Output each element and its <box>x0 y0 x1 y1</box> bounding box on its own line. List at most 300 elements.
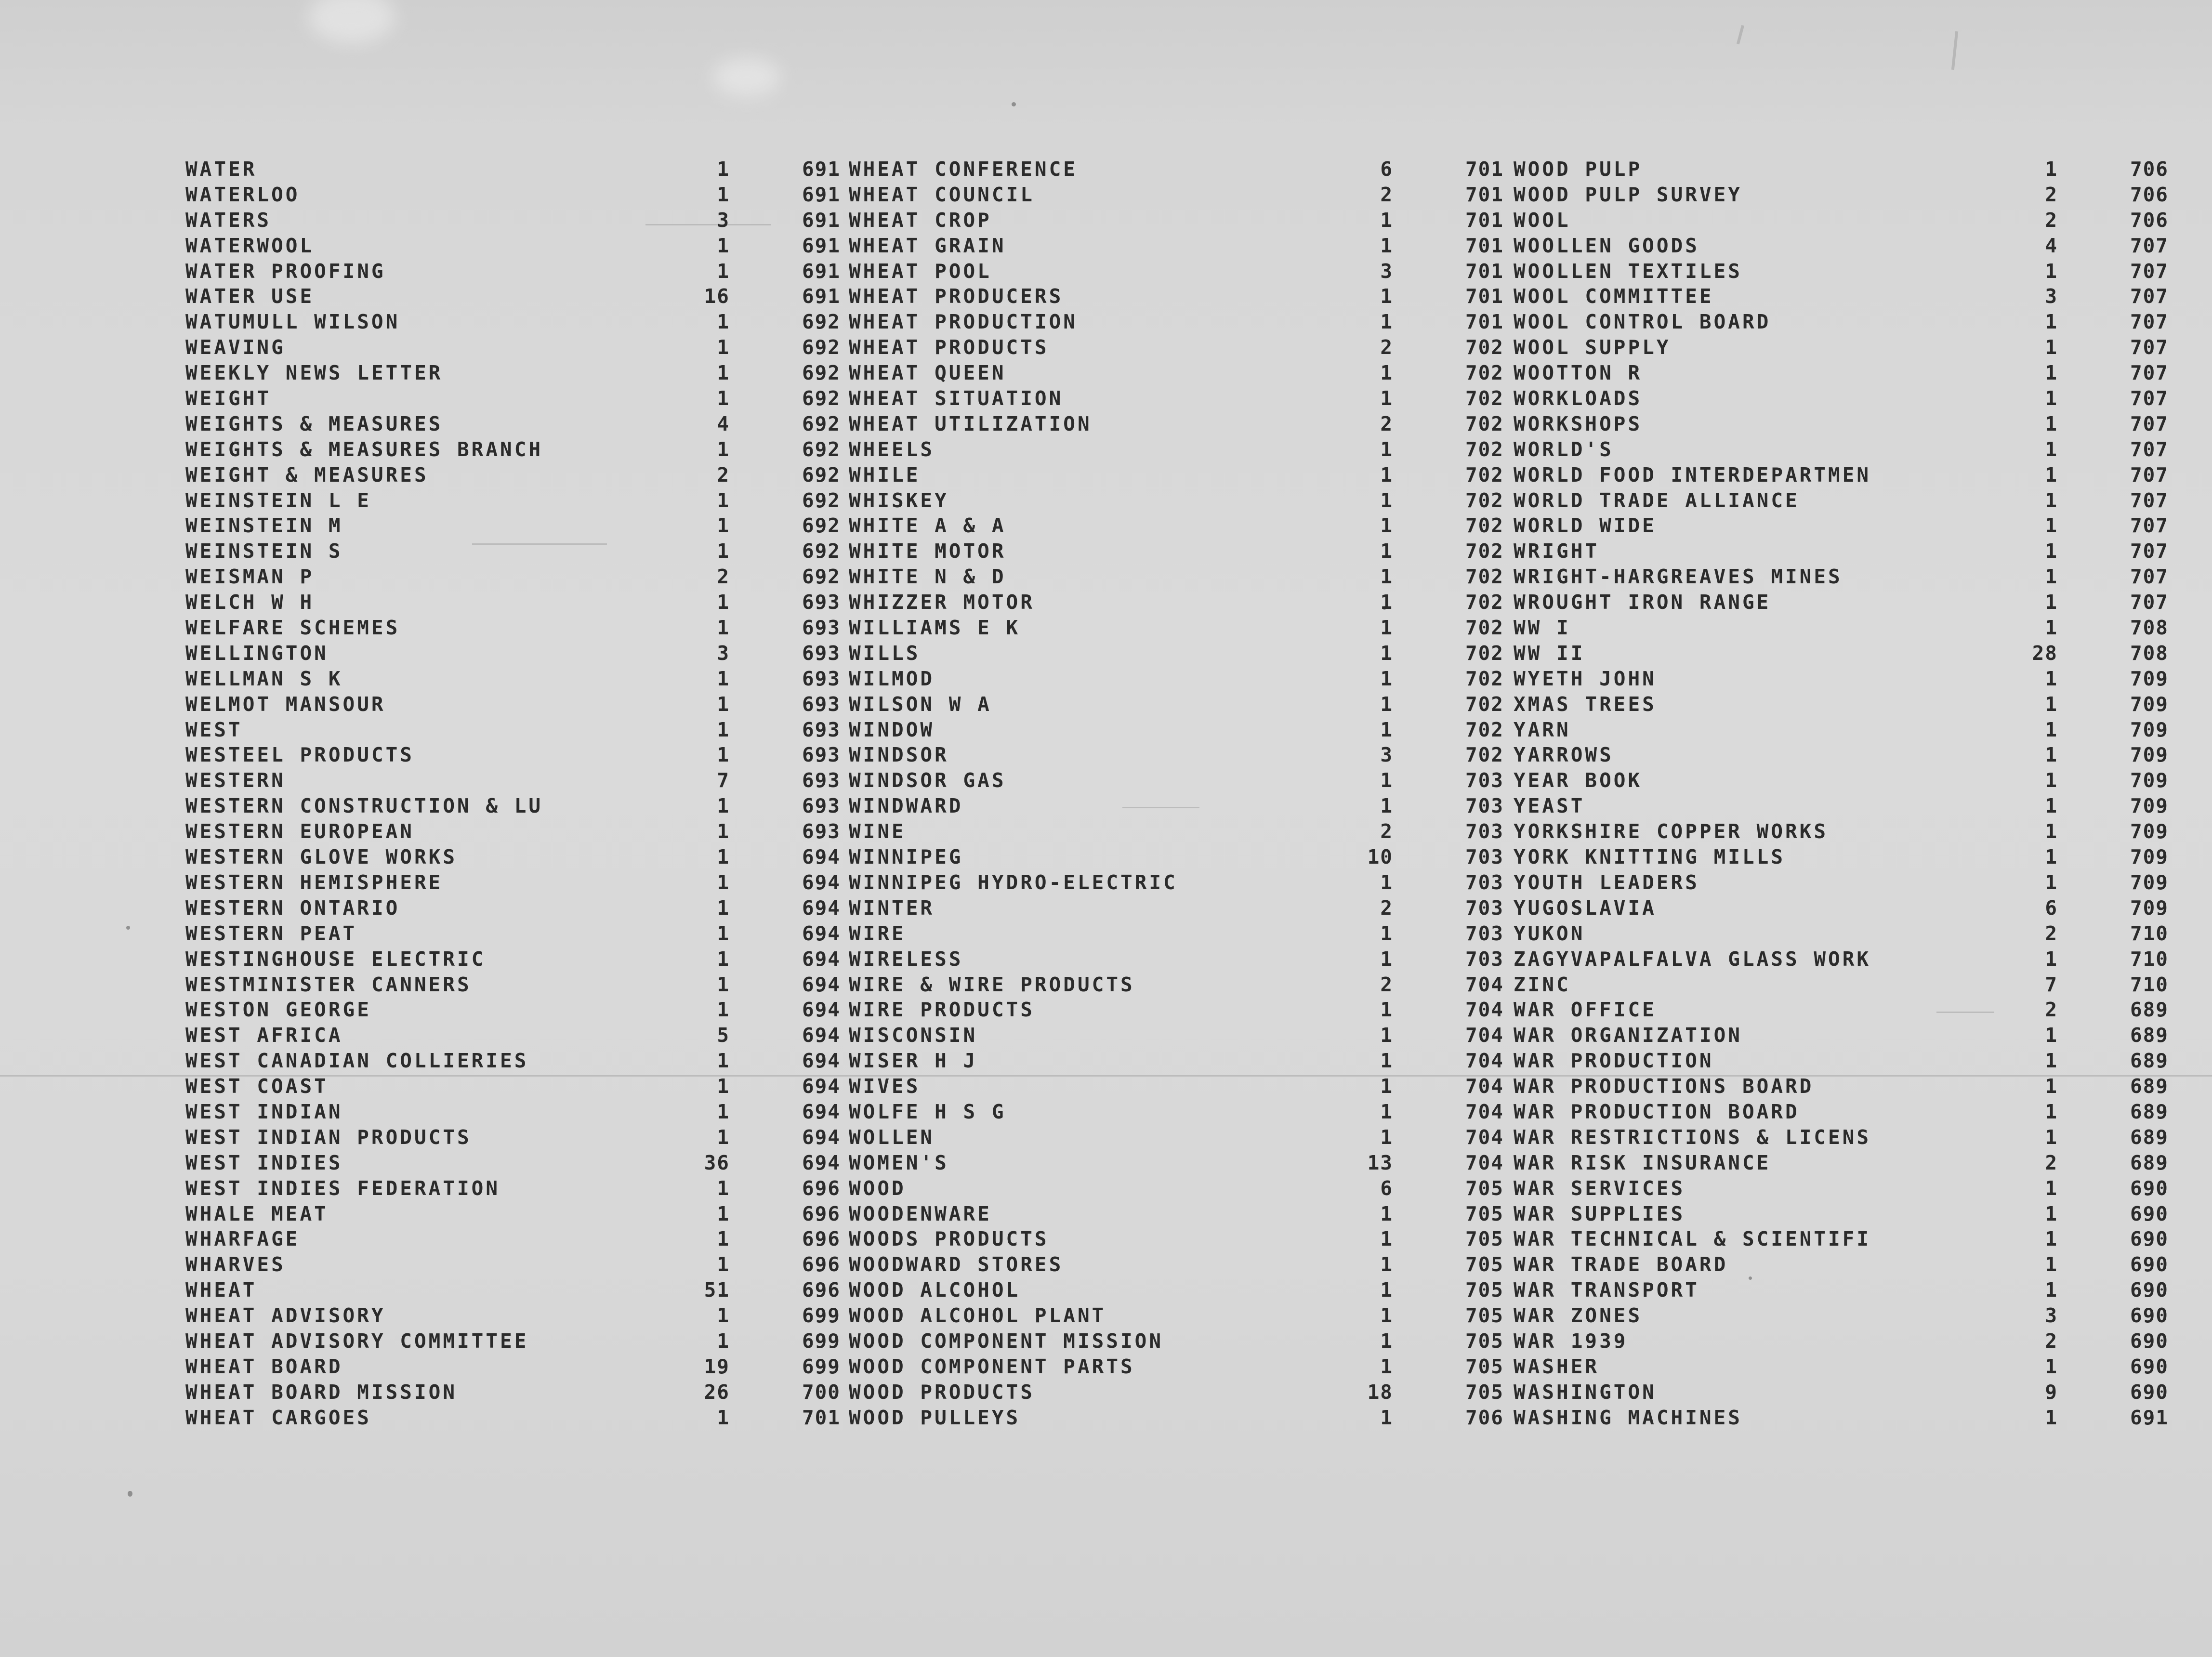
index-page: 707 <box>2130 412 2169 435</box>
index-entry <box>185 539 841 564</box>
index-page: 705 <box>1465 1253 1504 1276</box>
index-entry <box>1514 513 2169 539</box>
index-count: 1 <box>717 998 730 1022</box>
index-term: WW I <box>1514 616 1571 640</box>
index-page: 704 <box>1465 973 1504 996</box>
index-count: 1 <box>1380 591 1393 614</box>
index-term: WORLD TRADE ALLIANCE <box>1514 488 1800 512</box>
index-count: 1 <box>717 743 730 767</box>
index-term: WEINSTEIN S <box>185 539 343 563</box>
index-term: WHEAT UTILIZATION <box>849 412 1092 435</box>
index-page: 690 <box>2130 1329 2169 1353</box>
index-entry <box>849 564 1504 590</box>
index-page: 693 <box>802 743 841 767</box>
index-count: 18 <box>1367 1380 1393 1404</box>
index-term: WASHINGTON <box>1514 1380 1657 1404</box>
index-count: 1 <box>717 692 730 716</box>
index-page: 694 <box>802 1125 841 1149</box>
index-page: 702 <box>1465 539 1504 563</box>
index-term: WESTERN PEAT <box>185 921 357 945</box>
index-term: WHEAT CARGOES <box>185 1406 371 1429</box>
index-entry <box>185 1125 841 1150</box>
index-term: WORLD FOOD INTERDEPARTMEN <box>1514 463 1871 487</box>
index-entry <box>1514 844 2169 870</box>
index-entry <box>1514 386 2169 411</box>
index-entry <box>849 947 1504 972</box>
index-count: 19 <box>704 1355 730 1378</box>
index-entry <box>1514 947 2169 972</box>
index-entry <box>849 972 1504 998</box>
index-term: WELFARE SCHEMES <box>185 616 400 640</box>
index-entry <box>185 1277 841 1303</box>
index-count: 1 <box>717 488 730 512</box>
index-term: WATERWOOL <box>185 234 315 257</box>
index-term: WHEAT PRODUCTS <box>849 336 1049 359</box>
index-term: WHITE N & D <box>849 565 1006 589</box>
index-term: WHEAT ADVISORY <box>185 1304 386 1328</box>
index-page: 694 <box>802 1075 841 1098</box>
index-page: 709 <box>2130 845 2169 869</box>
index-term: WOLLEN <box>849 1125 935 1149</box>
index-count: 1 <box>2045 870 2058 894</box>
index-entry <box>1514 284 2169 309</box>
index-term: WOODWARD STORES <box>849 1253 1064 1276</box>
index-page: 693 <box>802 641 841 665</box>
index-entry <box>1514 793 2169 819</box>
index-term: WINE <box>849 820 906 843</box>
index-count: 1 <box>1380 285 1393 308</box>
index-term: WHEAT GRAIN <box>849 234 1006 257</box>
index-count: 1 <box>2045 1049 2058 1073</box>
index-page: 707 <box>2130 361 2169 385</box>
index-term: WOOD PULP SURVEY <box>1514 183 1742 206</box>
index-entry <box>849 233 1504 259</box>
index-term: WILLS <box>849 641 921 665</box>
index-page: 692 <box>802 463 841 487</box>
index-count: 1 <box>1380 998 1393 1022</box>
index-count: 1 <box>2045 539 2058 563</box>
index-page: 694 <box>802 998 841 1022</box>
index-entry <box>849 1201 1504 1227</box>
index-entry <box>1514 1099 2169 1125</box>
index-term: WAR PRODUCTIONS BOARD <box>1514 1075 1814 1098</box>
index-term: WOOLLEN GOODS <box>1514 234 1699 257</box>
index-page: 703 <box>1465 845 1504 869</box>
index-page: 706 <box>2130 158 2169 181</box>
index-term: WIRE PRODUCTS <box>849 998 1035 1022</box>
index-page: 702 <box>1465 565 1504 589</box>
index-count: 1 <box>2045 667 2058 690</box>
index-count: 1 <box>717 361 730 385</box>
index-count: 1 <box>1380 692 1393 716</box>
index-term: WAR PRODUCTION <box>1514 1049 1714 1073</box>
index-term: WINDSOR GAS <box>849 769 1006 792</box>
index-entry <box>849 259 1504 284</box>
index-count: 1 <box>1380 1125 1393 1149</box>
index-entry <box>849 590 1504 615</box>
index-entry <box>849 1176 1504 1201</box>
index-entry <box>849 284 1504 309</box>
index-count: 16 <box>704 285 730 308</box>
index-page: 694 <box>802 1049 841 1073</box>
index-entry <box>185 972 841 998</box>
index-page: 703 <box>1465 769 1504 792</box>
index-page: 702 <box>1465 692 1504 716</box>
index-count: 1 <box>1380 616 1393 640</box>
index-page: 693 <box>802 820 841 843</box>
index-term: WEINSTEIN M <box>185 514 343 538</box>
index-count: 1 <box>1380 641 1393 665</box>
index-entry <box>849 1328 1504 1354</box>
film-scratch <box>1737 25 1744 44</box>
index-term: WEEKLY NEWS LETTER <box>185 361 443 385</box>
index-entry <box>849 208 1504 233</box>
index-count: 1 <box>1380 1355 1393 1378</box>
index-term: WILLIAMS E K <box>849 616 1021 640</box>
index-count: 2 <box>2045 1151 2058 1174</box>
index-page: 705 <box>1465 1304 1504 1328</box>
index-entry <box>849 1125 1504 1150</box>
index-page: 702 <box>1465 718 1504 741</box>
index-count: 1 <box>1380 565 1393 589</box>
index-term: WEST COAST <box>185 1075 329 1098</box>
index-entry <box>185 641 841 666</box>
index-page: 702 <box>1465 412 1504 435</box>
index-page: 690 <box>2130 1253 2169 1276</box>
index-count: 1 <box>717 310 730 334</box>
index-count: 1 <box>2045 820 2058 843</box>
index-term: WIRELESS <box>849 947 963 971</box>
index-entry <box>849 844 1504 870</box>
index-entry <box>849 386 1504 411</box>
index-term: WHEAT QUEEN <box>849 361 1006 385</box>
index-term: WASHER <box>1514 1355 1600 1378</box>
dust-speck <box>126 926 130 930</box>
index-count: 1 <box>1380 1278 1393 1302</box>
index-term: WYETH JOHN <box>1514 667 1657 690</box>
index-page: 692 <box>802 387 841 410</box>
index-term: ZINC <box>1514 973 1571 996</box>
index-entry <box>185 1048 841 1074</box>
index-page: 699 <box>802 1304 841 1328</box>
index-page: 702 <box>1465 616 1504 640</box>
index-entry <box>1514 921 2169 947</box>
index-entry <box>185 411 841 437</box>
index-term: WINDWARD <box>849 794 963 818</box>
index-count: 1 <box>1380 921 1393 945</box>
index-entry <box>185 717 841 743</box>
index-page: 689 <box>2130 998 2169 1022</box>
index-count: 1 <box>717 1049 730 1073</box>
index-count: 1 <box>2045 692 2058 716</box>
index-page: 694 <box>802 973 841 996</box>
index-entry <box>849 793 1504 819</box>
index-entry <box>185 284 841 309</box>
index-page: 702 <box>1465 361 1504 385</box>
index-entry <box>849 157 1504 182</box>
film-blemish <box>308 0 395 43</box>
index-term: WOODENWARE <box>849 1202 992 1225</box>
index-term: WAR ZONES <box>1514 1304 1643 1328</box>
index-entry <box>849 309 1504 335</box>
index-term: WEST INDIES <box>185 1151 343 1174</box>
index-count: 1 <box>1380 1329 1393 1353</box>
index-entry <box>1514 717 2169 743</box>
index-term: WINNIPEG <box>849 845 963 869</box>
index-term: WISER H J <box>849 1049 978 1073</box>
index-entry <box>185 1252 841 1277</box>
index-entry <box>185 921 841 947</box>
index-page: 702 <box>1465 336 1504 359</box>
index-page: 694 <box>802 947 841 971</box>
index-count: 1 <box>717 947 730 971</box>
index-count: 2 <box>1380 336 1393 359</box>
index-term: WATERLOO <box>185 183 300 206</box>
index-entry <box>849 1150 1504 1176</box>
index-entry <box>185 1074 841 1099</box>
index-entry <box>1514 564 2169 590</box>
index-entry <box>849 182 1504 208</box>
index-count: 1 <box>717 1329 730 1353</box>
index-entry <box>849 895 1504 921</box>
index-term: WIRE & WIRE PRODUCTS <box>849 973 1135 996</box>
index-page: 703 <box>1465 947 1504 971</box>
index-page: 701 <box>1465 158 1504 181</box>
index-page: 692 <box>802 412 841 435</box>
index-term: WOOD ALCOHOL <box>849 1278 1021 1302</box>
index-count: 1 <box>2045 361 2058 385</box>
index-page: 705 <box>1465 1355 1504 1378</box>
index-entry <box>849 819 1504 844</box>
index-page: 689 <box>2130 1024 2169 1047</box>
index-page: 707 <box>2130 336 2169 359</box>
index-count: 4 <box>717 412 730 435</box>
index-count: 1 <box>2045 1024 2058 1047</box>
index-term: WILMOD <box>849 667 935 690</box>
index-page: 709 <box>2130 794 2169 818</box>
index-page: 690 <box>2130 1304 2169 1328</box>
index-term: ZAGYVAPALFALVA GLASS WORK <box>1514 947 1871 971</box>
index-count: 2 <box>2045 208 2058 232</box>
index-count: 1 <box>1380 1049 1393 1073</box>
index-page: 706 <box>2130 208 2169 232</box>
index-entry <box>849 1048 1504 1074</box>
index-page: 702 <box>1465 743 1504 767</box>
index-page: 692 <box>802 565 841 589</box>
index-term: WHILE <box>849 463 921 487</box>
index-count: 1 <box>2045 1253 2058 1276</box>
index-page: 693 <box>802 718 841 741</box>
index-page: 710 <box>2130 973 2169 996</box>
index-term: WHEAT BOARD <box>185 1355 343 1378</box>
index-entry <box>849 1226 1504 1252</box>
index-entry <box>849 488 1504 513</box>
index-term: WHEAT ADVISORY COMMITTEE <box>185 1329 529 1353</box>
index-page: 696 <box>802 1202 841 1225</box>
index-entry <box>849 1405 1504 1431</box>
index-page: 709 <box>2130 769 2169 792</box>
index-entry <box>185 157 841 182</box>
index-entry <box>185 1023 841 1048</box>
index-page: 709 <box>2130 896 2169 920</box>
index-term: WHEAT PRODUCTION <box>849 310 1078 334</box>
index-page: 702 <box>1465 514 1504 538</box>
index-page: 690 <box>2130 1227 2169 1251</box>
index-page: 689 <box>2130 1125 2169 1149</box>
index-page: 694 <box>802 1100 841 1123</box>
index-count: 2 <box>1380 896 1393 920</box>
index-entry <box>185 309 841 335</box>
index-term: WHEAT POOL <box>849 259 992 283</box>
index-count: 1 <box>1380 361 1393 385</box>
index-entry <box>849 539 1504 564</box>
index-term: WHISKEY <box>849 488 949 512</box>
index-term: WOOL CONTROL BOARD <box>1514 310 1771 334</box>
index-term: YARROWS <box>1514 743 1614 767</box>
index-term: WILSON W A <box>849 692 992 716</box>
index-count: 3 <box>717 641 730 665</box>
index-page: 690 <box>2130 1380 2169 1404</box>
index-page: 702 <box>1465 387 1504 410</box>
index-term: WOOL SUPPLY <box>1514 336 1671 359</box>
index-page: 702 <box>1465 667 1504 690</box>
index-entry <box>1514 1303 2169 1328</box>
index-term: WIVES <box>849 1075 921 1098</box>
index-term: WEST INDIAN PRODUCTS <box>185 1125 472 1149</box>
index-term: YEAST <box>1514 794 1585 818</box>
index-count: 2 <box>717 463 730 487</box>
index-term: WHITE A & A <box>849 514 1006 538</box>
index-term: WATER PROOFING <box>185 259 386 283</box>
index-entry <box>1514 768 2169 793</box>
index-term: WESTERN ONTARIO <box>185 896 400 920</box>
index-term: WEIGHT <box>185 387 272 410</box>
index-count: 2 <box>717 565 730 589</box>
index-page: 707 <box>2130 234 2169 257</box>
index-term: WEISMAN P <box>185 565 315 589</box>
index-term: YEAR BOOK <box>1514 769 1643 792</box>
index-count: 1 <box>1380 870 1393 894</box>
index-count: 1 <box>2045 488 2058 512</box>
index-page: 693 <box>802 667 841 690</box>
index-entry <box>849 1252 1504 1277</box>
index-count: 1 <box>1380 208 1393 232</box>
index-term: WOLFE H S G <box>849 1100 1006 1123</box>
index-term: WEIGHT & MEASURES <box>185 463 429 487</box>
index-count: 51 <box>704 1278 730 1302</box>
index-count: 3 <box>717 208 730 232</box>
index-term: WOOD ALCOHOL PLANT <box>849 1304 1106 1328</box>
index-entry <box>1514 411 2169 437</box>
index-term: XMAS TREES <box>1514 692 1657 716</box>
index-page: 701 <box>1465 234 1504 257</box>
index-count: 13 <box>1367 1151 1393 1174</box>
index-count: 1 <box>2045 514 2058 538</box>
index-page: 705 <box>1465 1227 1504 1251</box>
index-entry <box>1514 1176 2169 1201</box>
index-count: 1 <box>717 1100 730 1123</box>
index-page: 692 <box>802 514 841 538</box>
index-page: 691 <box>802 285 841 308</box>
index-term: WRIGHT <box>1514 539 1600 563</box>
index-count: 1 <box>717 870 730 894</box>
index-page: 704 <box>1465 1151 1504 1174</box>
index-term: WHEAT <box>185 1278 257 1302</box>
index-page: 689 <box>2130 1151 2169 1174</box>
index-page: 707 <box>2130 310 2169 334</box>
index-entry <box>185 615 841 641</box>
index-term: WATERS <box>185 208 272 232</box>
index-page: 702 <box>1465 437 1504 461</box>
index-entry <box>185 488 841 513</box>
index-term: YORK KNITTING MILLS <box>1514 845 1785 869</box>
index-count: 1 <box>2045 158 2058 181</box>
index-page: 706 <box>1465 1406 1504 1429</box>
index-entry <box>1514 895 2169 921</box>
index-count: 1 <box>1380 794 1393 818</box>
index-term: WAR ORGANIZATION <box>1514 1024 1742 1047</box>
index-entry <box>185 742 841 768</box>
index-count: 2 <box>1380 973 1393 996</box>
index-entry <box>849 768 1504 793</box>
index-term: WOOTTON R <box>1514 361 1643 385</box>
index-count: 6 <box>2045 896 2058 920</box>
index-count: 1 <box>1380 1227 1393 1251</box>
index-term: WAR 1939 <box>1514 1329 1628 1353</box>
index-term: YUGOSLAVIA <box>1514 896 1657 920</box>
index-entry <box>185 1176 841 1201</box>
index-entry <box>1514 157 2169 182</box>
index-page: 702 <box>1465 641 1504 665</box>
index-page: 705 <box>1465 1202 1504 1225</box>
index-page: 707 <box>2130 259 2169 283</box>
index-term: WESTEEL PRODUCTS <box>185 743 414 767</box>
index-page: 691 <box>802 158 841 181</box>
index-page: 707 <box>2130 514 2169 538</box>
index-count: 1 <box>717 1075 730 1098</box>
index-page: 694 <box>802 845 841 869</box>
index-column-3 <box>1514 157 2169 1431</box>
index-term: WEST CANADIAN COLLIERIES <box>185 1049 529 1073</box>
index-term: WRIGHT-HARGREAVES MINES <box>1514 565 1843 589</box>
index-count: 1 <box>1380 514 1393 538</box>
index-entry <box>849 360 1504 386</box>
index-term: WAR PRODUCTION BOARD <box>1514 1100 1800 1123</box>
index-page: 691 <box>802 259 841 283</box>
index-page: 704 <box>1465 1125 1504 1149</box>
index-count: 1 <box>2045 565 2058 589</box>
index-count: 3 <box>1380 259 1393 283</box>
index-term: WINDOW <box>849 718 935 741</box>
index-term: WIRE <box>849 921 906 945</box>
index-entry <box>185 692 841 717</box>
index-count: 1 <box>1380 1253 1393 1276</box>
index-count: 1 <box>1380 769 1393 792</box>
index-count: 1 <box>2045 591 2058 614</box>
index-term: WESTMINISTER CANNERS <box>185 973 472 996</box>
index-count: 1 <box>2045 1278 2058 1302</box>
index-entry <box>185 1405 841 1431</box>
index-term: WESTINGHOUSE ELECTRIC <box>185 947 486 971</box>
index-entry <box>1514 1150 2169 1176</box>
index-page: 707 <box>2130 285 2169 308</box>
index-entry <box>185 895 841 921</box>
index-entry <box>1514 819 2169 844</box>
index-page: 694 <box>802 921 841 945</box>
index-entry <box>1514 742 2169 768</box>
index-entry <box>849 411 1504 437</box>
index-entry <box>1514 972 2169 998</box>
